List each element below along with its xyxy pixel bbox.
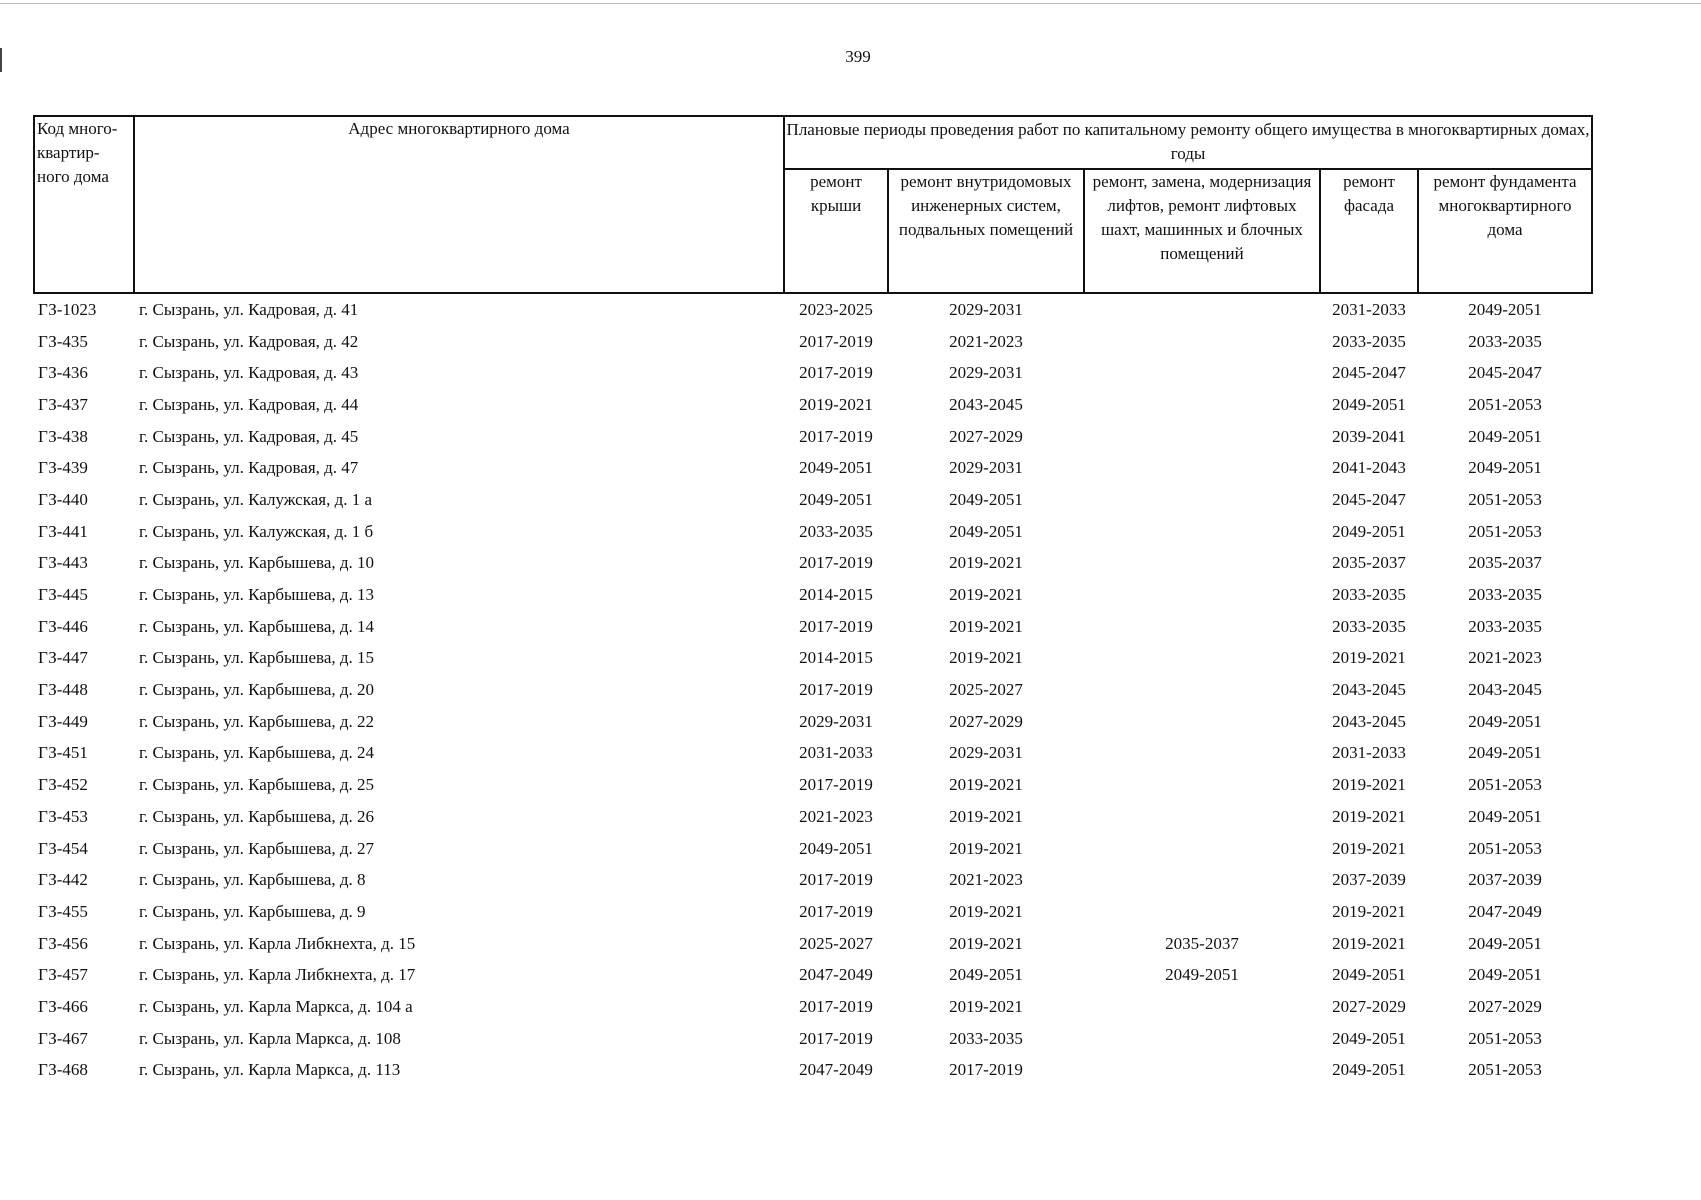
cell-elevators [1084,293,1320,326]
cell-roof: 2049-2051 [799,458,873,478]
cell-facade: 2045-2047 [1332,489,1406,509]
cell-roof: 2049-2051 [799,838,873,858]
cell-engineering: 2029-2031 [949,458,1023,478]
cell-facade: 2045-2047 [1332,363,1406,383]
cell-roof: 2017-2019 [799,901,873,921]
cell-address: г. Сызрань, ул. Карбышева, д. 25 [139,775,375,795]
cell-foundation: 2049-2051 [1468,743,1542,763]
cell-foundation: 2051-2053 [1468,775,1542,795]
table-row [34,484,1592,516]
cell-elevators [1084,389,1320,421]
cell-engineering: 2019-2021 [949,838,1023,858]
cell-engineering: 2019-2021 [949,996,1023,1016]
cell-foundation: 2049-2051 [1468,711,1542,731]
table-body [34,293,1592,1086]
cell-engineering: 2025-2027 [949,680,1023,700]
cell-code: ГЗ-1023 [38,299,97,319]
cell-foundation: 2047-2049 [1468,901,1542,921]
table-row [34,516,1592,548]
header-facade: ремонт фасада [1320,169,1418,293]
cell-elevators [1084,769,1320,801]
cell-roof: 2029-2031 [799,711,873,731]
cell-engineering: 2049-2051 [949,521,1023,541]
cell-roof: 2017-2019 [799,363,873,383]
cell-address: г. Сызрань, ул. Калужская, д. 1 а [139,489,373,509]
table-row [34,357,1592,389]
cell-engineering: 2049-2051 [949,489,1023,509]
cell-address: г. Сызрань, ул. Карбышева, д. 24 [139,743,375,763]
cell-engineering: 2019-2021 [949,901,1023,921]
table-row [34,293,1592,326]
cell-roof: 2017-2019 [799,616,873,636]
cell-code: ГЗ-454 [38,838,88,858]
cell-address: г. Сызрань, ул. Карбышева, д. 20 [139,680,375,700]
table-row [34,991,1592,1023]
cell-facade: 2033-2035 [1332,331,1406,351]
cell-code: ГЗ-440 [38,489,88,509]
cell-facade: 2039-2041 [1332,426,1406,446]
cell-address: г. Сызрань, ул. Карбышева, д. 15 [139,648,375,668]
cell-facade: 2019-2021 [1332,806,1406,826]
table-row [34,1055,1592,1087]
cell-code: ГЗ-437 [38,394,88,414]
cell-foundation: 2051-2053 [1468,838,1542,858]
cell-code: ГЗ-468 [38,1060,88,1080]
cell-elevators [1084,421,1320,453]
cell-elevators [1084,1055,1320,1087]
cell-foundation: 2049-2051 [1468,933,1542,953]
cell-engineering: 2027-2029 [949,426,1023,446]
cell-code: ГЗ-457 [38,965,88,985]
header-address: Адрес многоквартирного дома [134,116,784,293]
cell-roof: 2025-2027 [799,933,873,953]
cell-facade: 2049-2051 [1332,1028,1406,1048]
cell-engineering: 2049-2051 [949,965,1023,985]
cell-elevators [1084,516,1320,548]
cell-facade: 2027-2029 [1332,996,1406,1016]
cell-elevators [1084,896,1320,928]
cell-foundation: 2049-2051 [1468,299,1542,319]
cell-elevators [1084,548,1320,580]
cell-facade: 2033-2035 [1332,585,1406,605]
cell-engineering: 2029-2031 [949,299,1023,319]
table-row [34,643,1592,675]
cell-foundation: 2051-2053 [1468,1028,1542,1048]
cell-elevators [1084,643,1320,675]
cell-code: ГЗ-443 [38,553,88,573]
cell-engineering: 2029-2031 [949,743,1023,763]
cell-facade: 2049-2051 [1332,1060,1406,1080]
page-number: 399 [845,47,871,66]
cell-roof: 2021-2023 [799,806,873,826]
cell-code: ГЗ-453 [38,806,88,826]
cell-engineering: 2017-2019 [949,1060,1023,1080]
cell-engineering: 2019-2021 [949,553,1023,573]
cell-engineering: 2019-2021 [949,806,1023,826]
cell-engineering: 2033-2035 [949,1028,1023,1048]
cell-code: ГЗ-438 [38,426,88,446]
cell-facade: 2031-2033 [1332,299,1406,319]
cell-roof: 2017-2019 [799,1028,873,1048]
cell-engineering: 2043-2045 [949,394,1023,414]
scan-top-line [0,3,1701,4]
cell-foundation: 2033-2035 [1468,585,1542,605]
cell-code: ГЗ-449 [38,711,88,731]
cell-facade: 2019-2021 [1332,838,1406,858]
repair-schedule-table [33,115,1593,1086]
cell-address: г. Сызрань, ул. Карбышева, д. 22 [139,711,375,731]
cell-elevators [1084,452,1320,484]
cell-address: г. Сызрань, ул. Кадровая, д. 41 [139,299,359,319]
cell-elevators [1084,611,1320,643]
cell-elevators [1084,579,1320,611]
cell-engineering: 2029-2031 [949,363,1023,383]
cell-roof: 2023-2025 [799,299,873,319]
cell-roof: 2014-2015 [799,648,873,668]
cell-foundation: 2051-2053 [1468,394,1542,414]
cell-roof: 2049-2051 [799,489,873,509]
cell-address: г. Сызрань, ул. Карбышева, д. 10 [139,553,375,573]
cell-elevators: 2035-2037 [1165,933,1239,953]
cell-address: г. Сызрань, ул. Карбышева, д. 8 [139,870,366,890]
cell-code: ГЗ-447 [38,648,88,668]
cell-engineering: 2019-2021 [949,775,1023,795]
cell-facade: 2041-2043 [1332,458,1406,478]
cell-facade: 2019-2021 [1332,933,1406,953]
table-row [34,706,1592,738]
cell-engineering: 2019-2021 [949,648,1023,668]
cell-code: ГЗ-445 [38,585,88,605]
table-row [34,674,1592,706]
cell-code: ГЗ-456 [38,933,88,953]
cell-address: г. Сызрань, ул. Карла Либкнехта, д. 15 [139,933,416,953]
cell-roof: 2017-2019 [799,426,873,446]
cell-elevators [1084,1023,1320,1055]
cell-elevators [1084,674,1320,706]
cell-elevators [1084,484,1320,516]
cell-roof: 2019-2021 [799,394,873,414]
table-row [34,801,1592,833]
cell-address: г. Сызрань, ул. Карбышева, д. 9 [139,901,366,921]
cell-facade: 2037-2039 [1332,870,1406,890]
cell-facade: 2035-2037 [1332,553,1406,573]
cell-engineering: 2021-2023 [949,331,1023,351]
cell-foundation: 2033-2035 [1468,331,1542,351]
table-row [34,611,1592,643]
header-elevators: ремонт, замена, модернизация лифтов, ремонт лифтовых шахт, машинных и блочных помещений [1084,169,1320,293]
cell-elevators: 2049-2051 [1165,965,1239,985]
cell-roof: 2017-2019 [799,553,873,573]
cell-roof: 2014-2015 [799,585,873,605]
cell-address: г. Сызрань, ул. Карла Либкнехта, д. 17 [139,965,416,985]
cell-engineering: 2019-2021 [949,616,1023,636]
cell-elevators [1084,833,1320,865]
cell-address: г. Сызрань, ул. Кадровая, д. 44 [139,394,359,414]
cell-elevators [1084,738,1320,770]
header-roof: ремонт крыши [784,169,888,293]
cell-foundation: 2027-2029 [1468,996,1542,1016]
table-row [34,326,1592,358]
table-header [34,116,1592,293]
cell-foundation: 2037-2039 [1468,870,1542,890]
cell-elevators [1084,706,1320,738]
cell-facade: 2049-2051 [1332,521,1406,541]
cell-roof: 2047-2049 [799,965,873,985]
cell-address: г. Сызрань, ул. Кадровая, д. 45 [139,426,359,446]
cell-engineering: 2019-2021 [949,933,1023,953]
table-row [34,833,1592,865]
cell-address: г. Сызрань, ул. Карбышева, д. 13 [139,585,375,605]
cell-engineering: 2019-2021 [949,585,1023,605]
cell-code: ГЗ-436 [38,363,88,383]
cell-engineering: 2027-2029 [949,711,1023,731]
cell-foundation: 2035-2037 [1468,553,1542,573]
cell-address: г. Сызрань, ул. Карла Маркса, д. 108 [139,1028,401,1048]
cell-code: ГЗ-451 [38,743,88,763]
header-foundation: ремонт фундамента многоквартирного дома [1418,169,1592,293]
cell-facade: 2043-2045 [1332,680,1406,700]
cell-address: г. Сызрань, ул. Карбышева, д. 27 [139,838,375,858]
cell-foundation: 2049-2051 [1468,458,1542,478]
cell-foundation: 2051-2053 [1468,521,1542,541]
cell-code: ГЗ-439 [38,458,88,478]
cell-facade: 2043-2045 [1332,711,1406,731]
header-engineering: ремонт внутридомовых инженерных систем, подвальных помещений [888,169,1084,293]
cell-code: ГЗ-466 [38,996,88,1016]
cell-roof: 2033-2035 [799,521,873,541]
table-row [34,389,1592,421]
table-row [34,738,1592,770]
table-row [34,896,1592,928]
cell-address: г. Сызрань, ул. Карла Маркса, д. 104 а [139,996,413,1016]
header-code: Код много-квартир-ного дома [34,116,134,293]
cell-code: ГЗ-435 [38,331,88,351]
cell-foundation: 2049-2051 [1468,426,1542,446]
cell-roof: 2017-2019 [799,331,873,351]
cell-elevators [1084,864,1320,896]
cell-address: г. Сызрань, ул. Кадровая, д. 43 [139,363,359,383]
cell-facade: 2031-2033 [1332,743,1406,763]
cell-code: ГЗ-442 [38,870,88,890]
cell-elevators [1084,991,1320,1023]
table-row [34,579,1592,611]
cell-roof: 2017-2019 [799,996,873,1016]
cell-facade: 2019-2021 [1332,901,1406,921]
cell-facade: 2033-2035 [1332,616,1406,636]
cell-facade: 2019-2021 [1332,648,1406,668]
table-row [34,452,1592,484]
cell-code: ГЗ-446 [38,616,88,636]
cell-elevators [1084,801,1320,833]
cell-foundation: 2049-2051 [1468,806,1542,826]
cell-address: г. Сызрань, ул. Карбышева, д. 26 [139,806,375,826]
cell-code: ГЗ-448 [38,680,88,700]
cell-facade: 2049-2051 [1332,394,1406,414]
cell-roof: 2047-2049 [799,1060,873,1080]
table-row [34,421,1592,453]
cell-roof: 2017-2019 [799,775,873,795]
cell-address: г. Сызрань, ул. Карла Маркса, д. 113 [139,1060,401,1080]
cell-code: ГЗ-452 [38,775,88,795]
table-row [34,1023,1592,1055]
cell-roof: 2017-2019 [799,870,873,890]
cell-facade: 2049-2051 [1332,965,1406,985]
cell-elevators [1084,326,1320,358]
cell-code: ГЗ-441 [38,521,88,541]
cell-elevators [1084,357,1320,389]
table-row [34,928,1592,960]
cell-foundation: 2049-2051 [1468,965,1542,985]
cell-address: г. Сызрань, ул. Кадровая, д. 42 [139,331,359,351]
cell-code: ГЗ-467 [38,1028,88,1048]
cell-foundation: 2051-2053 [1468,489,1542,509]
header-planned-periods: Плановые периоды проведения работ по капитальному ремонту общего имущества в многоквартирных домах, годы [784,116,1592,169]
cell-roof: 2017-2019 [799,680,873,700]
cell-foundation: 2043-2045 [1468,680,1542,700]
cell-code: ГЗ-455 [38,901,88,921]
cell-roof: 2031-2033 [799,743,873,763]
table-row [34,769,1592,801]
cell-foundation: 2045-2047 [1468,363,1542,383]
table-row [34,959,1592,991]
cell-foundation: 2033-2035 [1468,616,1542,636]
cell-address: г. Сызрань, ул. Кадровая, д. 47 [139,458,359,478]
cell-address: г. Сызрань, ул. Калужская, д. 1 б [139,521,374,541]
cell-address: г. Сызрань, ул. Карбышева, д. 14 [139,616,375,636]
cell-engineering: 2021-2023 [949,870,1023,890]
cell-foundation: 2021-2023 [1468,648,1542,668]
table-row [34,548,1592,580]
cell-facade: 2019-2021 [1332,775,1406,795]
cell-foundation: 2051-2053 [1468,1060,1542,1080]
table-row [34,864,1592,896]
